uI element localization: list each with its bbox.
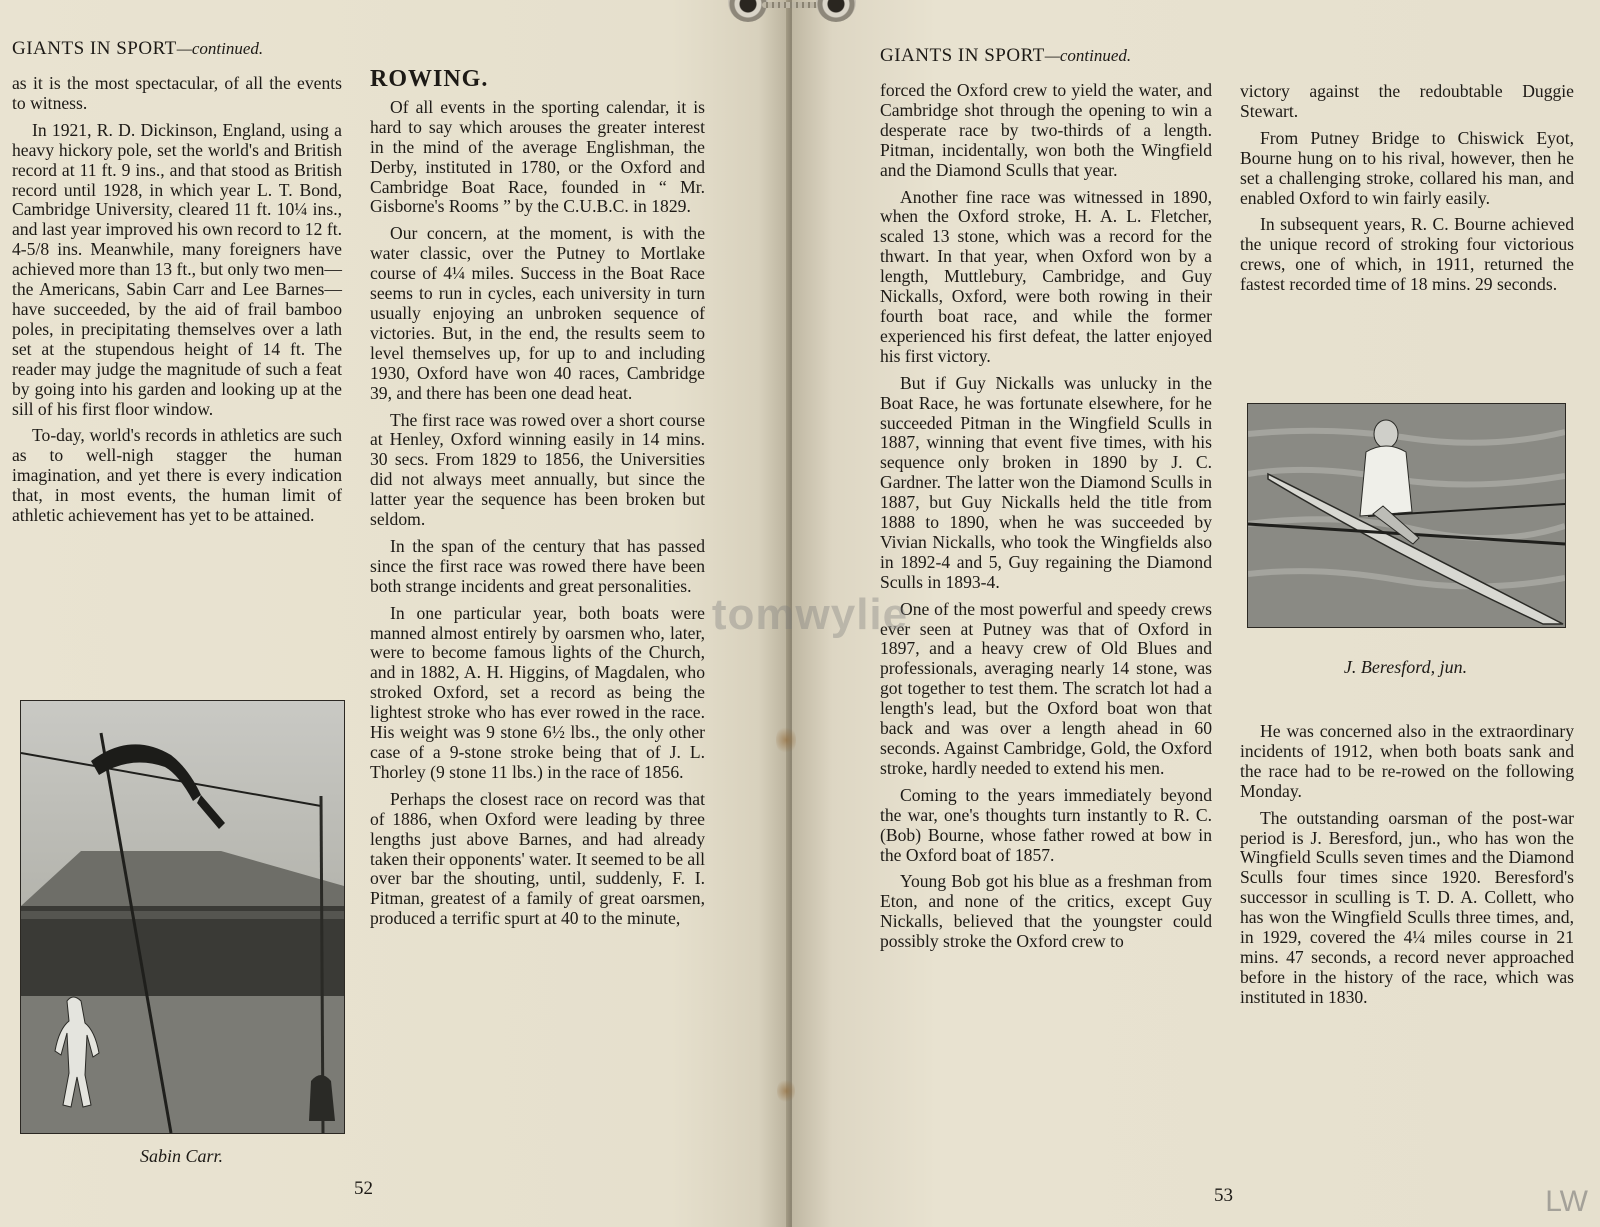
staple-ring-icon [816, 0, 856, 22]
staple-binding [728, 0, 856, 28]
left-column-rowing [370, 66, 705, 936]
beresford-photo [1247, 403, 1566, 628]
paragraph: forced the Oxford crew to yield the water, and Cambridge shot through the opening to win a desperate race by two-thirds of a length. Pitman, incidentally, won both the Wingfield and the Diamond Sculls that year. [880, 80, 1212, 180]
paragraph: Of all events in the sporting calendar, it is hard to say which arouses the greater interest in the mind of the average Englishman, the Derby, instituted in 1780, or the Oxford and Cambridge Boat Race, founded in “ Mr. Gisborne's Rooms ” by the C.U.B.C. in 1829. [370, 96, 705, 217]
binding-stain [776, 725, 796, 755]
paragraph: In 1921, R. D. Dickinson, England, using a heavy hickory pole, set the world's and British record at 11 ft. 9 ins., and that stood as British record until 1928, in which year L. T. Bond, Cambridge University, cleared 11 ft. 10¼ ins., and last year improved his own record to 12 ft. 4-5/8 ins. Meanwhile, many foreigners have achieved more than 13 ft., but only two men—the Americans, Sabin Carr and Lee Barnes—have succeeded, by the aid of frail bamboo poles, in precipitating themselves over a lath set at the stupendous height of 14 ft. The reader may judge the magnitude of such a feat by going into his garden and looking up at the sill of his first floor window. [12, 119, 342, 419]
right-column-two-top [1240, 82, 1574, 302]
page-number-right: 53 [1214, 1185, 1233, 1206]
paragraph: The outstanding oarsman of the post-war period is J. Beresford, jun., who has won the Wingfield Sculls seven times and the Diamond Sculls four times since 1920. Beresford's successor in sculling is T. D. A. Collett, who has won the Wingfield Sculls three times, and, in 1929, covered the 4¼ miles course in 21 mins. 47 seconds, a record never approached before in the history of the race, which was instituted in 1830. [1240, 807, 1574, 1007]
paragraph: In one particular year, both boats were manned almost entirely by oarsmen who, later, were to become famous lights of the Church, and in 1882, A. H. Higgins, of Magdalen, who stroked Oxford, set a record as being the lightest stroke who has ever rowed in the race. His weight was 9 stone 6½ lbs., the only other case of a 9-stone stroke being that of J. L. Thorley (9 stone 11 lbs.) in the race of 1856. [370, 602, 705, 782]
left-running-head: GIANTS IN SPORT—continued. [12, 38, 264, 59]
beresford-caption: J. Beresford, jun. [1343, 657, 1468, 677]
right-column-one [880, 81, 1212, 959]
sabin-carr-photo [20, 700, 345, 1134]
paragraph: But if Guy Nickalls was unlucky in the Boat Race, he was fortunate elsewhere, for he succeeded Pitman in the Wingfield Sculls in 1887, winning that event five times, with his sequence only broken in 1890 by J. C. Gardner. The latter won the Diamond Sculls in 1887, but Guy Nickalls held the title from 1888 to 1890, when he was succeeded by Vivian Nickalls, who took the Wingfields also in 1892-4 and 5, Guy regaining the Diamond Sculls in 1893-4. [880, 372, 1212, 592]
section-title-rowing: ROWING. [370, 66, 489, 92]
paragraph: Perhaps the closest race on record was that of 1886, when Oxford were leading by three lengths just above Barnes, and had already taken their opponents' water. It seemed to be all over bar the shouting, until, suddenly, F. I. Pitman, greatest of a family of great oarsmen, produced a terrific spurt at 40 to the minute, [370, 788, 705, 929]
paragraph: The first race was rowed over a short course at Henley, Oxford winning easily in 14 mins. 30 secs. From 1829 to 1856, the Universities did not always meet annually, but since the latter year the sequence has been broken but seldom. [370, 409, 705, 530]
paragraph: From Putney Bridge to Chiswick Eyot, Bourne hung on to his rival, however, then he set a challenging stroke, collared his man, and enabled Oxford to win fairly easily. [1240, 127, 1574, 208]
paragraph: In the span of the century that has passed since the first race was rowed there have been both strange incidents and great personalities. [370, 535, 705, 596]
binding-stain [777, 1078, 795, 1104]
watermark: tomwylie [711, 590, 909, 639]
paragraph: Young Bob got his blue as a freshman from Eton, and none of the critics, except Guy Nickalls, believed that the youngster could possibly stroke the Oxford crew to [880, 871, 1212, 952]
paragraph: victory against the redoubtable Duggie Stewart. [1240, 81, 1574, 121]
sabin-carr-caption: Sabin Carr. [139, 1146, 224, 1166]
paragraph: In subsequent years, R. C. Bourne achieved the unique record of stroking four victorious crews, one of which, in 1911, returned the fastest recorded time of 18 mins. 29 seconds. [1240, 214, 1574, 295]
right-running-head: GIANTS IN SPORT—continued. [880, 45, 1132, 66]
paragraph: Our concern, at the moment, is with the water classic, over the Putney to Mortlake course of 4¼ miles. Success in the Boat Race seems to run in cycles, each university in turn usually enjoying an unbroken sequence of victories. But, in the end, the results seem to level themselves up, for up to and including 1930, Oxford have won 40 races, Cambridge 39, and there has been one dead heat. [370, 223, 705, 403]
left-column-athletics [12, 74, 342, 533]
corner-mark: LW [1545, 1185, 1588, 1218]
paragraph: Coming to the years immediately beyond the war, one's thoughts turn instantly to R. C. (Bob) Bourne, whose father rowed at bow in the Oxford boat of 1857. [880, 784, 1212, 865]
paragraph: One of the most powerful and speedy crews ever seen at Putney was that of Oxford in 1897, and a heavy crew of Old Blues and professionals, averaging nearly 14 stone, was got together to test them. The scratch lot had a length's lead, but the Oxford boat won that back and was over a length ahead in 60 seconds. Against Cambridge, Gold, the Oxford stroke, hardly needed to extend his men. [880, 598, 1212, 778]
paragraph: He was concerned also in the extraordinary incidents of 1912, when both boats sank and the race had to be re-rowed on the following Monday. [1240, 721, 1574, 801]
page-number-left: 52 [354, 1178, 373, 1199]
paragraph: To-day, world's records in athletics are such as to well-nigh stagger the human imagination, and yet there is every indication that, in most events, the human limit of athletic achievement has yet to be attained. [12, 425, 342, 526]
paragraph: as it is the most spectacular, of all the events to witness. [12, 73, 342, 113]
right-column-two-bottom [1240, 722, 1574, 1015]
paragraph: Another fine race was witnessed in 1890, when the Oxford stroke, H. A. L. Fletcher, scaled 13 stone, which was a record for the thwart. In that year, when Oxford won by a length, Muttlebury, Cambridge, and Guy Nickalls, Oxford, were both rowing in their fourth boat race, and while the former experienced his first defeat, the latter enjoyed his first victory. [880, 186, 1212, 366]
